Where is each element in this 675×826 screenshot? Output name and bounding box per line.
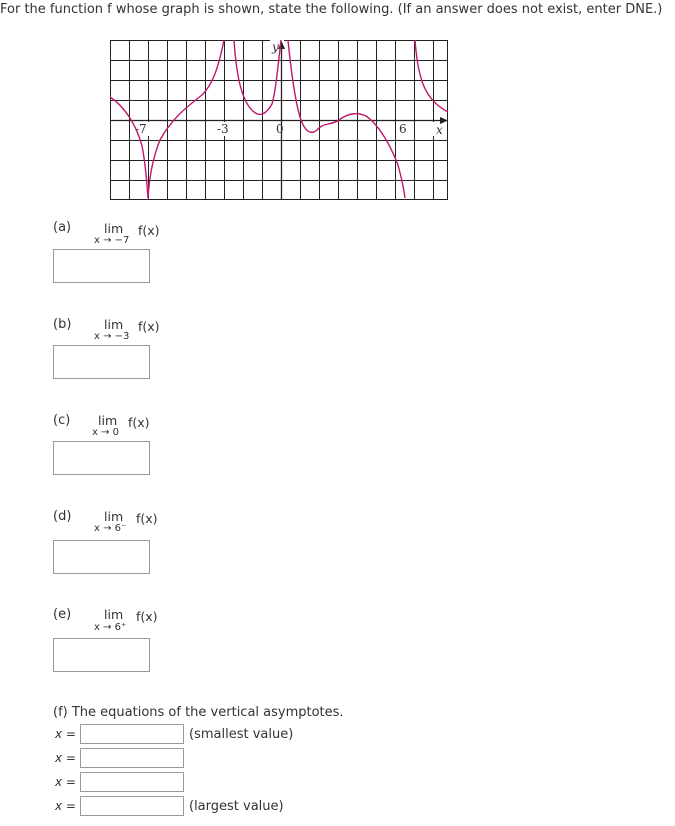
asymptote-2-prefix: x = [55, 751, 76, 765]
part-a-label: (a) [53, 220, 72, 235]
part-c-sub: x → 0 [92, 427, 120, 438]
part-d-lim: lim [104, 509, 124, 524]
part-b-sub: x → −3 [94, 331, 130, 342]
part-e-sub: x → 6⁺ [94, 622, 127, 633]
tick-label-6: 6 [399, 122, 407, 136]
part-e-expr: f(x) [136, 609, 158, 624]
asymptote-1-input[interactable] [80, 724, 184, 744]
asymptote-4-input[interactable] [80, 796, 184, 816]
asymptote-1-prefix: x = [55, 727, 76, 741]
y-axis-label: y [272, 40, 279, 54]
part-b-expr: f(x) [138, 319, 160, 334]
tick-label-0: 0 [276, 122, 284, 136]
function-graph [110, 40, 450, 202]
part-c-label: (c) [53, 413, 71, 428]
asymptote-1-note: (smallest value) [189, 727, 294, 742]
part-d-sub: x → 6⁻ [94, 523, 127, 534]
part-d-expr: f(x) [136, 511, 158, 526]
part-e-answer-input[interactable] [53, 638, 150, 672]
part-b-label: (b) [53, 317, 72, 332]
part-d-label: (d) [53, 509, 72, 524]
asymptote-3-input[interactable] [80, 772, 184, 792]
part-a-expr: f(x) [138, 223, 160, 238]
part-d-answer-input[interactable] [53, 540, 150, 574]
part-a-sub: x → −7 [94, 235, 130, 246]
part-e-lim: lim [104, 607, 124, 622]
part-c-lim: lim [98, 413, 118, 428]
part-a-answer-input[interactable] [53, 249, 150, 283]
part-b-answer-input[interactable] [53, 345, 150, 379]
part-b-lim: lim [104, 317, 124, 332]
part-f-heading: (f) The equations of the vertical asymptotes. [53, 705, 344, 720]
part-e-label: (e) [53, 607, 72, 622]
function-curve [110, 40, 448, 198]
asymptote-2-input[interactable] [80, 748, 184, 768]
part-c-answer-input[interactable] [53, 441, 150, 475]
part-c-expr: f(x) [128, 415, 150, 430]
tick-label-neg7: -7 [135, 122, 147, 136]
part-a-lim: lim [104, 221, 124, 236]
asymptote-4-note: (largest value) [189, 799, 284, 814]
tick-label-neg3: -3 [217, 122, 229, 136]
question-prompt: For the function f whose graph is shown, state the following. (If an answer does not exist, enter DNE.) [0, 2, 663, 17]
asymptote-3-prefix: x = [55, 775, 76, 789]
asymptote-4-prefix: x = [55, 799, 76, 813]
x-axis-label: x [436, 123, 443, 137]
